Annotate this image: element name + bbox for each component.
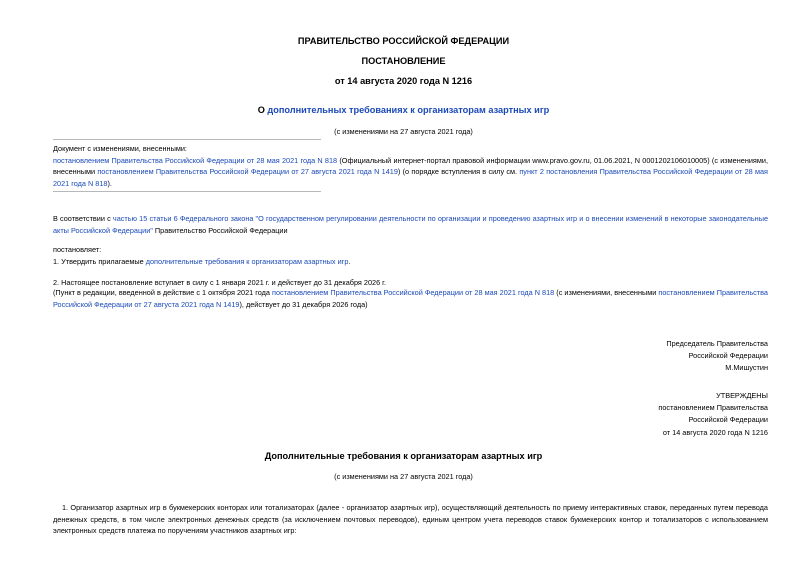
item-2: 2. Настоящее постановление вступает в силу с 1 января 2021 г. и действует до 31 декабря 2026 г. [53,278,386,287]
preamble [53,213,768,236]
changes-box [53,143,768,189]
changes-link-818[interactable]: постановлением Правительства Российской Федерации от 28 мая 2021 года N 818 [53,155,338,165]
item-2-note-text-a: (Пункт в редакции, введенной в действие с 1 октября 2021 года [53,288,273,297]
decree-word: постановляет: [53,245,102,254]
item-2-note-link-818[interactable]: постановлением Правительства Российской Федерации от 28 мая 2021 года N 818 [272,288,555,297]
signature-position: Председатель Правительства [666,339,768,348]
signature-block [666,338,768,375]
item-1 [53,256,350,268]
annex-title: Дополнительные требования к организаторам азартных игр [264,451,543,461]
document-title [0,105,807,116]
item-1-link[interactable]: дополнительные требования к организаторам азартных игр [145,257,349,266]
changes-text-3: ). [107,178,112,188]
preamble-text-b: Правительство Российской Федерации [152,225,288,235]
approval-block [658,390,768,439]
item-1-text: 1. Утвердить прилагаемые [53,257,146,266]
changes-text-2: ) (о порядке вступления в силу см. [397,167,520,176]
amend-note: (с изменениями на 27 августа 2021 года) [334,127,473,136]
approval-word: УТВЕРЖДЕНЫ [716,391,768,400]
preamble-law-link[interactable]: частью 15 статьи 6 Федерального закона "О государственном регулировании деятельности по организации и проведению азартных игр и о внесении изменений в некоторые законодательные акты Российской Федерации" [53,214,769,235]
signature-org: Российской Федерации [688,351,768,361]
annex-paragraph-1: 1. Организатор азартных игр в букмекерских конторах или тотализаторах (далее - организатор азартных игр), осуществляющий деятельность по приему интерактивных ставок, переданных путем перевода денежных средств, в том числе электронных денежных средств (за исключением почтовых переводов), единым центром учета переводов ставок букмекерских контор и тотализаторов с использованием электронных средств платежа по поручениям участников азартных игр: [53,503,768,535]
changes-bottom-rule [53,191,321,192]
doc-type-heading: ПОСТАНОВЛЕНИЕ [361,56,446,66]
changes-intro: Документ с изменениями, внесенными: [53,144,187,153]
item-2-note-text-b: (с изменениями, внесенными [554,288,659,297]
changes-text-1: (Официальный интернет-портал правовой информации www.pravo.gov.ru, 01.06.2021, N 0001202106010005) (с изменениями, внесенными [53,155,768,176]
changes-link-1419[interactable]: постановлением Правительства Российской Федерации от 27 августа 2021 года N 1419 [97,167,398,176]
annex-amend-note: (с изменениями на 27 августа 2021 года) [334,472,473,481]
title-link[interactable]: дополнительных требованиях к организаторам азартных игр [267,105,550,115]
signature-name: М.Мишустин [725,363,768,373]
changes-text [53,155,768,190]
approval-line-4: от 14 августа 2020 года N 1216 [662,427,768,437]
item-1-end: . [348,257,351,266]
approval-line-2: постановлением Правительства [658,403,768,413]
item-2-note [53,287,768,310]
item-2-note-text-c: ), действует до 31 декабря 2026 года) [239,299,368,309]
item-2-note-link-1419[interactable]: постановлением Правительства Российской Федерации от 27 августа 2021 года N 1419 [53,288,768,309]
doc-date-heading: от 14 августа 2020 года N 1216 [334,76,473,86]
government-heading: ПРАВИТЕЛЬСТВО РОССИЙСКОЙ ФЕДЕРАЦИИ [297,36,510,46]
preamble-text-a: В соответствии с [53,214,113,223]
title-prefix: О [257,105,268,115]
changes-link-item2[interactable]: пункт 2 постановления Правительства Российской Федерации от 28 мая 2021 года N 818 [53,167,768,188]
approval-line-3: Российской Федерации [688,415,768,425]
changes-top-rule [53,139,321,140]
